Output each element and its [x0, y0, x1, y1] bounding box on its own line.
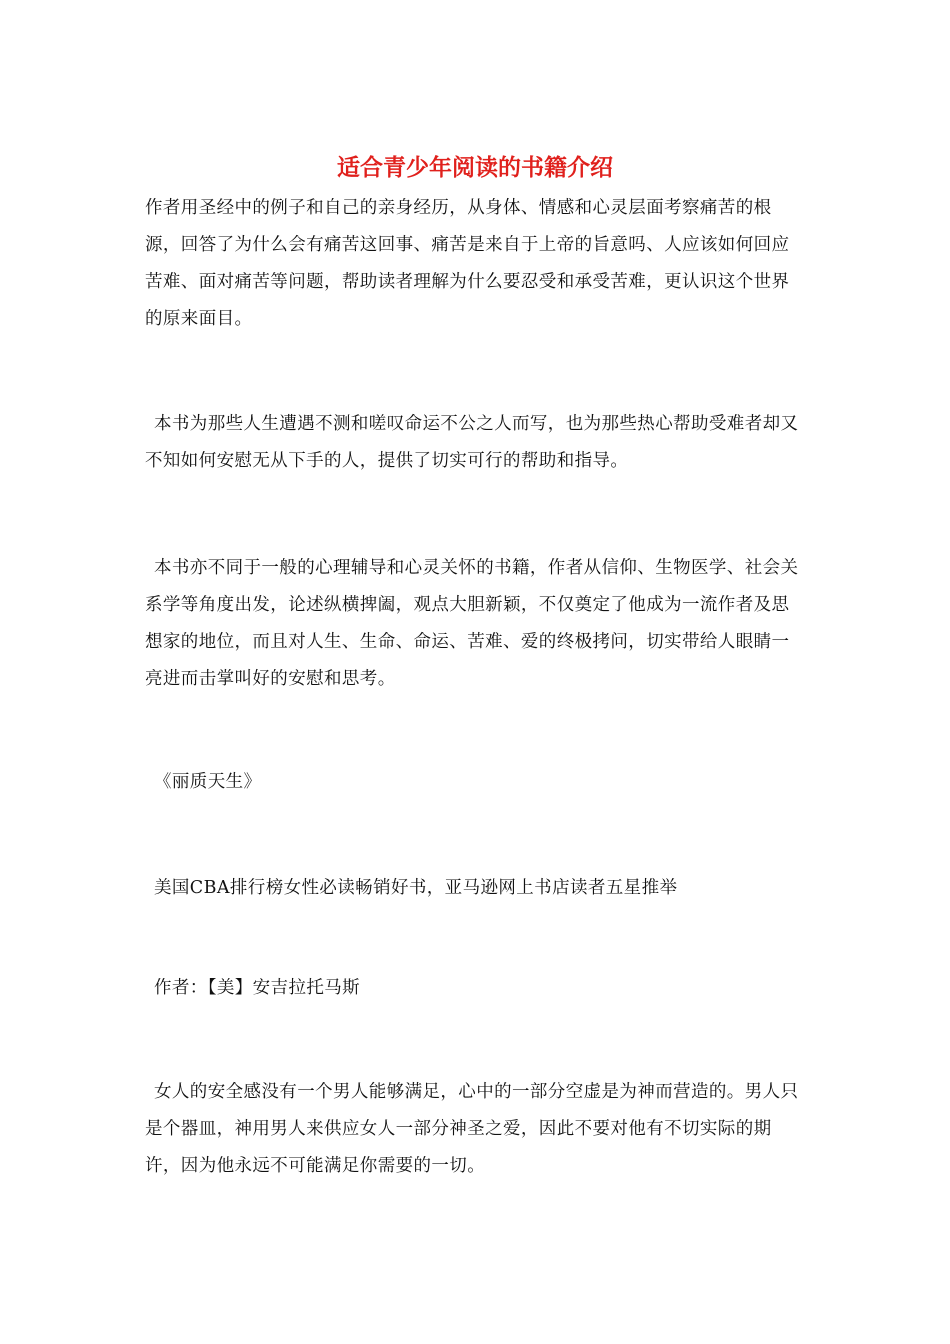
paragraph-audience: 本书为那些人生遭遇不测和嗟叹命运不公之人而写，也为那些热心帮助受难者却又不知如何安慰无从下手的人，提供了切实可行的帮助和指导。 — [145, 414, 799, 471]
book-author: 作者：【美】安吉拉托马斯 — [154, 978, 361, 998]
paragraph-uniqueness: 本书亦不同于一般的心理辅导和心灵关怀的书籍，作者从信仰、生物医学、社会关系学等角度出发，论述纵横捭阖，观点大胆新颖，不仅奠定了他成为一流作者及思想家的地位，而且对人生、生命、命运、苦难、爱的终极拷问，切实带给人眼睛一亮进而击掌叫好的安慰和思考。 — [145, 558, 799, 689]
paragraph-quote: 女人的安全感没有一个男人能够满足，心中的一部分空虚是为神而营造的。男人只是个器皿，神用男人来供应女人一部分神圣之爱，因此不要对他有不切实际的期许，因为他永远不可能满足你需要的一切。 — [145, 1082, 799, 1176]
paragraph-intro: 作者用圣经中的例子和自己的亲身经历，从身体、情感和心灵层面考察痛苦的根源，回答了为什么会有痛苦这回事、痛苦是来自于上帝的旨意吗、人应该如何回应苦难、面对痛苦等问题，帮助读者理解为什么要忍受和承受苦难，更认识这个世界的原来面目。 — [145, 198, 790, 329]
book-title: 《丽质天生》 — [154, 772, 262, 792]
book-recommendation: 美国CBA排行榜女性必读畅销好书，亚马逊网上书店读者五星推举 — [154, 878, 678, 898]
document-title: 适合青少年阅读的书籍介绍 — [337, 155, 613, 181]
